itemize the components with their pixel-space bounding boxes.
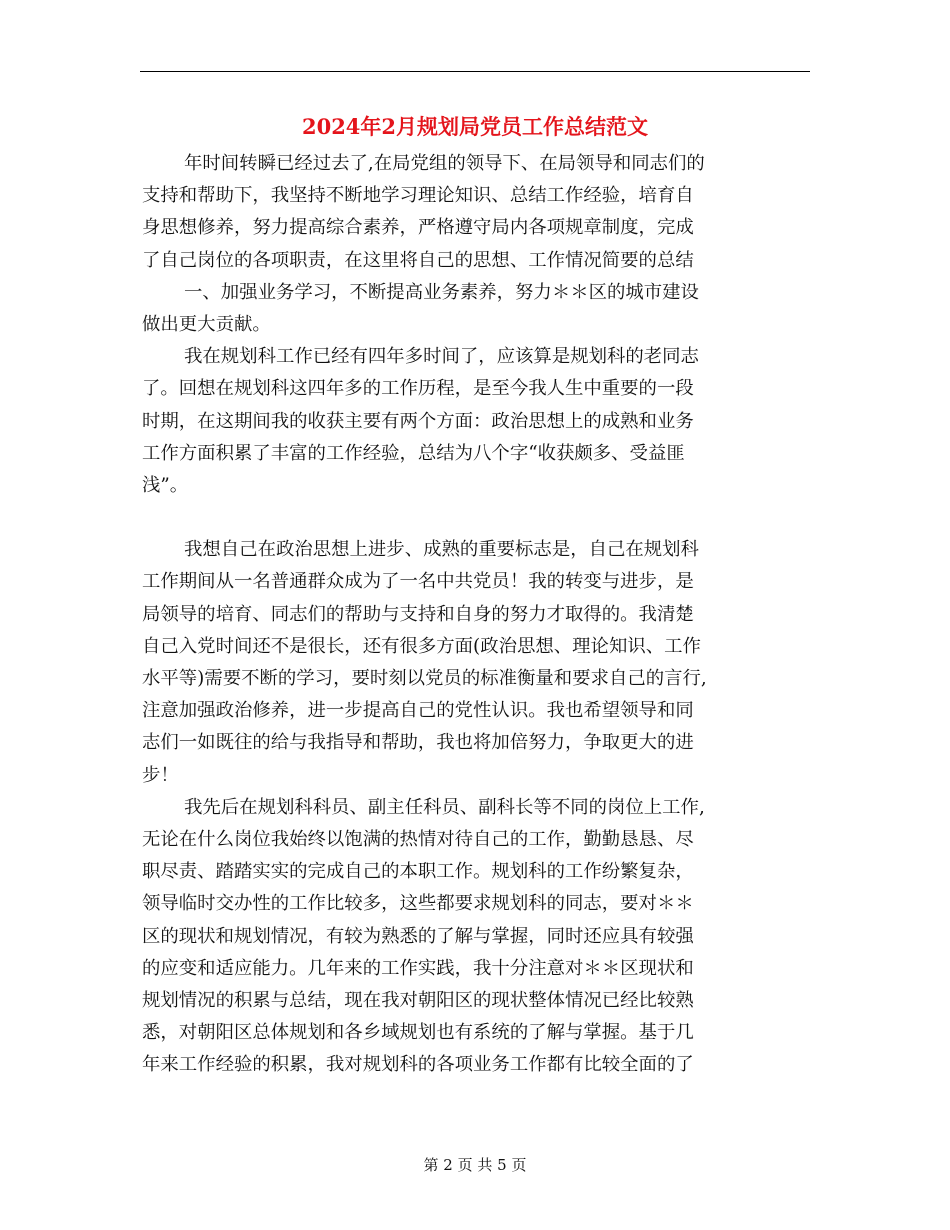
document-title: 2024年2月规划局党员工作总结范文 (301, 114, 649, 139)
paragraph-line: 工作期间从一名普通群众成为了一名中共党员！我的转变与进步，是 (142, 571, 694, 593)
paragraph-line: 我想自己在政治思想上进步、成熟的重要标志是，自己在规划科 (184, 539, 699, 561)
paragraph-line: 水平等)需要不断的学习，要时刻以党员的标准衡量和要求自己的言行, (142, 668, 707, 689)
paragraph-line: 做出更大贡献。 (142, 313, 271, 335)
header-rule (140, 71, 810, 72)
paragraph-line: 区的现状和规划情况，有较为熟悉的了解与掌握，同时还应具有较强 (142, 925, 694, 947)
paragraph-line: 年来工作经验的积累，我对规划科的各项业务工作都有比较全面的了 (142, 1054, 694, 1076)
paragraph-line: 年时间转瞬已经过去了,在局党组的领导下、在局领导和同志们的 (184, 153, 705, 174)
paragraph-line: 了。回想在规划科这四年多的工作历程，是至今我人生中重要的一段 (142, 378, 694, 400)
document-body (142, 148, 812, 1081)
paragraph-line: 浅”。 (142, 474, 189, 496)
paragraph-line: 局领导的培育、同志们的帮助与支持和自身的努力才取得的。我清楚 (142, 603, 694, 625)
paragraph-line: 时期，在这期间我的收获主要有两个方面：政治思想上的成熟和业务 (142, 410, 694, 432)
paragraph-gap (142, 502, 812, 534)
paragraph-line: 注意加强政治修养，进一步提高自己的党性认识。我也希望领导和同 (142, 700, 694, 722)
paragraph-line: 的应变和适应能力。几年来的工作实践，我十分注意对＊＊区现状和 (142, 957, 694, 979)
paragraph-line: 我在规划科工作已经有四年多时间了，应该算是规划科的老同志 (184, 346, 699, 368)
paragraph-line: 自己入党时间还不是很长，还有很多方面(政治思想、理论知识、工作 (142, 635, 701, 657)
page-number: 第 2 页 共 5 页 (423, 1156, 527, 1174)
paragraph-line: 步！ (142, 764, 179, 786)
paragraph-line: 悉，对朝阳区总体规划和各乡域规划也有系统的了解与掌握。基于几 (142, 1022, 694, 1044)
paragraph-line: 领导临时交办性的工作比较多，这些都要求规划科的同志，要对＊＊ (142, 893, 694, 915)
section-heading: 一、加强业务学习，不断提高业务素养，努力＊＊区的城市建设 (184, 281, 699, 303)
paragraph-line: 职尽责、踏踏实实的完成自己的本职工作。规划科的工作纷繁复杂， (142, 861, 694, 883)
paragraph-line: 无论在什么岗位我始终以饱满的热情对待自己的工作，勤勤恳恳、尽 (142, 828, 694, 850)
paragraph-line: 了自己岗位的各项职责，在这里将自己的思想、工作情况简要的总结 (142, 249, 694, 271)
paragraph-line: 规划情况的积累与总结，现在我对朝阳区的现状整体情况已经比较熟 (142, 989, 694, 1011)
paragraph-line: 支持和帮助下，我坚持不断地学习理论知识、总结工作经验，培育自 (142, 185, 694, 207)
paragraph-line: 我先后在规划科科员、副主任科员、副科长等不同的岗位上工作, (184, 796, 705, 818)
paragraph-line: 身思想修养，努力提高综合素养，严格遵守局内各项规章制度，完成 (142, 217, 694, 239)
paragraph-line: 工作方面积累了丰富的工作经验，总结为八个字“收获颇多、受益匪 (142, 442, 685, 464)
paragraph-line: 志们一如既往的给与我指导和帮助，我也将加倍努力，争取更大的进 (142, 732, 694, 754)
